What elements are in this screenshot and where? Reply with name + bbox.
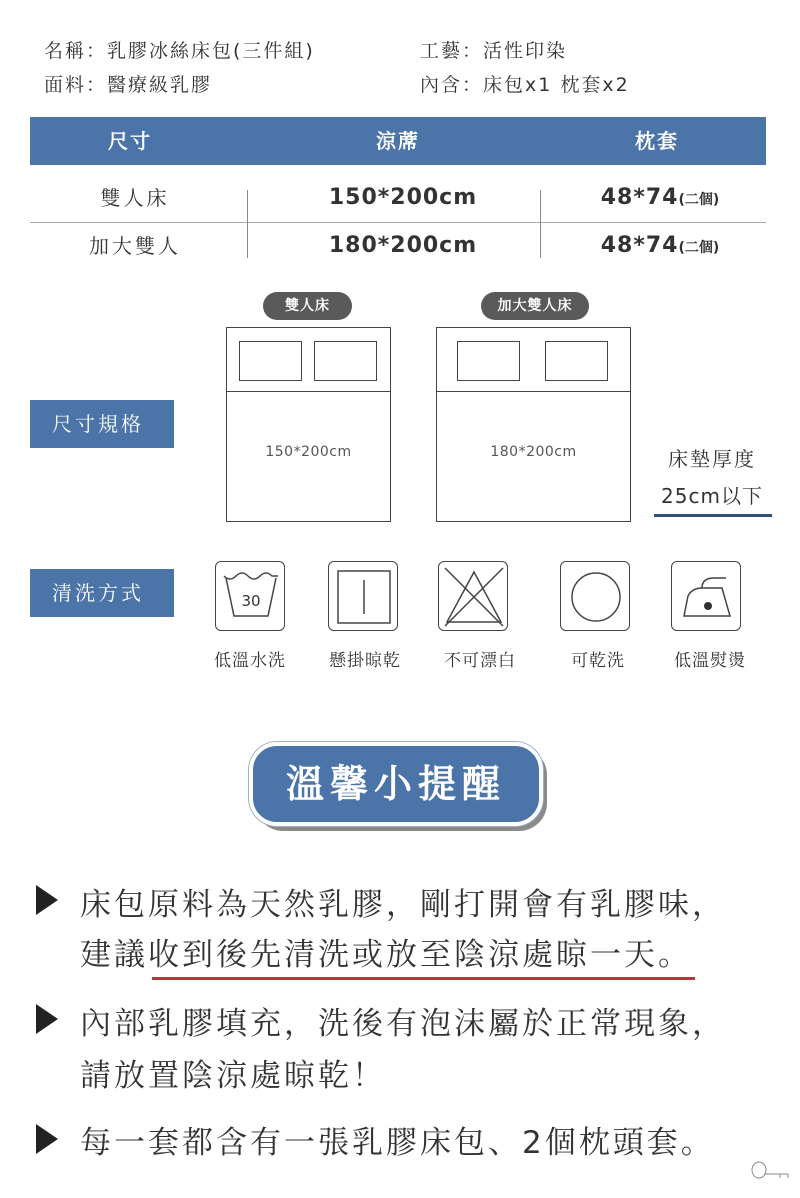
- row2-pillow-size: 48*74: [600, 233, 679, 258]
- row2-pillow: [560, 221, 760, 271]
- row1-pillow: [560, 173, 760, 223]
- mattress-thickness-title: 床墊厚度: [668, 447, 756, 471]
- size-table-header: [30, 117, 766, 165]
- row2-mat: 180*200cm: [328, 233, 478, 258]
- reminder-title: 溫馨小提醒: [285, 762, 506, 806]
- note-3-line-1: 每一套都含有一張乳膠床包、2個枕頭套。: [80, 1125, 715, 1161]
- dry-clean-icon: [560, 561, 630, 631]
- pillow-shape: [545, 341, 608, 381]
- bed-diagram-double: [226, 327, 391, 522]
- row1-mat: 150*200cm: [328, 185, 478, 210]
- bullet-arrow-icon: [36, 885, 58, 915]
- header-pillow: 枕套: [635, 129, 679, 153]
- bed-size-double: 150*200cm: [265, 444, 352, 460]
- row2-pillow-note: (二個): [678, 240, 720, 256]
- mattress-thickness-value: 25cm以下: [661, 484, 763, 508]
- header-size: 尺寸: [108, 129, 152, 153]
- note-1-line-1: 床包原料為天然乳膠，剛打開會有乳膠味，: [80, 887, 726, 923]
- wash-30-icon: [215, 561, 285, 631]
- no-bleach-icon: [438, 561, 508, 631]
- pillow-shape: [239, 341, 302, 381]
- care-label-dryclean: 可乾洗: [571, 651, 625, 671]
- product-name: 名稱：乳膠冰絲床包(三件組): [44, 40, 315, 62]
- care-label-hang: 懸掛晾乾: [329, 651, 401, 671]
- note-1-line-2: 建議收到後先清洗或放至陰涼處晾一天。: [80, 937, 692, 973]
- bullet-arrow-icon: [36, 1004, 58, 1034]
- pillow-shape: [314, 341, 377, 381]
- row1-pillow-note: (二個): [678, 192, 720, 208]
- bed-size-queen: 180*200cm: [490, 444, 577, 460]
- product-contents: 內含：床包x1 枕套x2: [420, 74, 630, 96]
- row2-size: 加大雙人: [89, 234, 181, 258]
- pillow-shape: [457, 341, 520, 381]
- bullet-arrow-icon: [36, 1124, 58, 1154]
- reminder-badge: [249, 742, 543, 826]
- table-col-divider: [247, 190, 248, 258]
- low-iron-icon: [671, 561, 741, 631]
- note-highlight-underline: [152, 977, 695, 980]
- bed-diagram-queen: [436, 327, 631, 522]
- bed-tag-queen: 加大雙人床: [481, 292, 589, 320]
- care-label-iron: 低溫熨燙: [674, 651, 746, 671]
- hang-dry-icon: [328, 561, 398, 631]
- product-craft: 工藝：活性印染: [420, 40, 568, 62]
- row1-pillow-size: 48*74: [600, 185, 679, 210]
- note-2-line-2: 請放置陰涼處晾乾！: [80, 1058, 386, 1094]
- bed-tag-double: 雙人床: [263, 292, 352, 320]
- brand-logo-icon: [750, 1158, 790, 1184]
- product-fabric: 面料：醫療級乳膠: [44, 74, 213, 96]
- table-col-divider: [540, 190, 541, 258]
- note-2-line-1: 內部乳膠填充，洗後有泡沫屬於正常現象，: [80, 1006, 726, 1042]
- size-spec-label: 尺寸規格: [30, 400, 174, 448]
- care-label: 清洗方式: [30, 569, 174, 617]
- care-label-wash: 低溫水洗: [214, 651, 286, 671]
- row1-size: 雙人床: [100, 186, 170, 210]
- wash-temp-text: 30: [241, 592, 261, 610]
- header-mat: 涼蓆: [376, 129, 420, 153]
- care-label-bleach: 不可漂白: [444, 651, 516, 671]
- thickness-underline: [654, 514, 772, 517]
